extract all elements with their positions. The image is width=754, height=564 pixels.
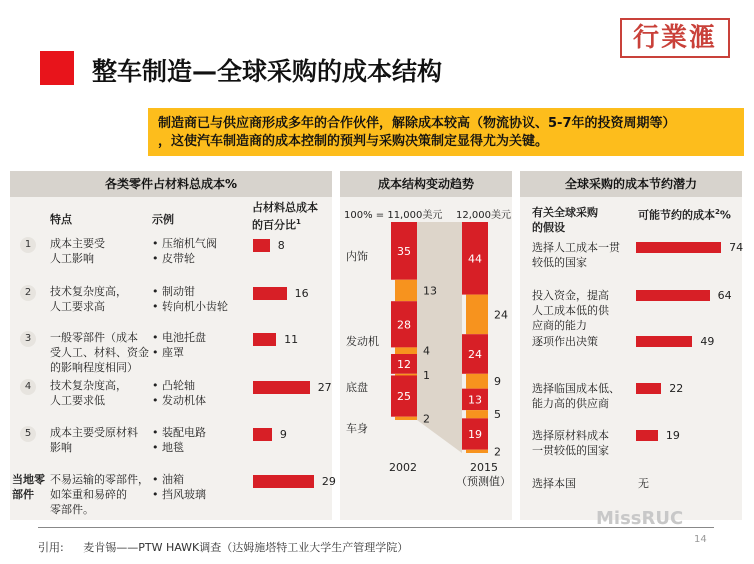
segment-label: 发动机 (346, 335, 379, 348)
assumption-line: 人工成本低的供 (532, 304, 609, 317)
share-bar (253, 475, 314, 488)
stack-segment (395, 347, 417, 354)
segment-label: 车身 (346, 422, 368, 435)
row-number: 1 (20, 237, 36, 253)
stack-value-label: 13 (423, 284, 437, 298)
right-col2-line2: % (719, 208, 731, 222)
callout-line-1: 制造商已与供应商形成多年的合作伙伴，解除成本较高（物流协议、5-7年的投资周期等） (158, 116, 676, 131)
assumption-line: 能力高的供应商 (532, 397, 609, 410)
row-examples (152, 472, 206, 502)
assumption-line: 选择人工成本一贯 (532, 241, 620, 254)
row-feature-line: 人工要求高 (50, 300, 105, 313)
row-example-item: • 座罩 (152, 346, 184, 359)
row-feature-line: 零部件。 (50, 503, 94, 516)
row-feature-line: 技术复杂度高， (50, 379, 127, 392)
row-examples (152, 284, 228, 314)
row-feature (50, 472, 149, 517)
row-feature-line: 成本主要受原材料 (50, 426, 138, 439)
share-value: 11 (284, 333, 299, 346)
saving-value: 49 (700, 335, 715, 348)
assumption-label (532, 240, 620, 270)
row-examples (152, 378, 206, 408)
stack-value-label: 24 (494, 308, 508, 322)
row-example-item: • 油箱 (152, 473, 184, 486)
row-number-line: 当地零 (12, 473, 45, 486)
saving-value: 74 (729, 241, 744, 254)
assumption-line: 一贯较低的国家 (532, 444, 609, 457)
row-feature-line: 人工影响 (50, 252, 94, 265)
stack-value-label: 2 (423, 412, 430, 426)
right-panel-header: 全球采购的成本节约潜力 (520, 171, 742, 197)
segment-label: 内饰 (346, 250, 368, 263)
assumption-line: 较低的国家 (532, 256, 587, 269)
col1-total-label: 100% = 11,000美元 (344, 210, 443, 221)
title-accent-square (40, 51, 74, 85)
assumption-line: 应商的能力 (532, 319, 587, 332)
saving-value: 19 (665, 429, 680, 442)
x-label-2015: 2015 (470, 461, 498, 474)
stack-value-label: 24 (468, 348, 482, 361)
row-example-item: • 装配电路 (152, 426, 206, 439)
source-label: 引用: (38, 541, 64, 554)
row-example-item: • 转向机小齿轮 (152, 300, 228, 313)
right-col1-line2: 的假设 (532, 221, 565, 234)
assumption-label (532, 476, 576, 491)
right-col1-line1: 有关全球采购 (532, 206, 598, 219)
row-feature (50, 236, 105, 266)
stack-value-label: 19 (468, 428, 482, 442)
saving-bar (636, 336, 692, 347)
source-line (38, 539, 408, 555)
stack-value-label: 28 (397, 318, 411, 332)
saving-bar (636, 290, 710, 301)
stack-value-label: 13 (468, 393, 482, 407)
saving-none: 无 (638, 477, 649, 490)
saving-value: 22 (669, 382, 684, 395)
row-feature (50, 378, 127, 408)
stack-segment (395, 280, 417, 301)
row-example-item: • 皮带轮 (152, 252, 195, 265)
footnote-2: 2 (715, 208, 720, 216)
saving-bar (636, 430, 658, 441)
x-label-2002: 2002 (389, 461, 417, 474)
right-col2-header (638, 205, 731, 223)
assumption-label (532, 381, 620, 411)
row-example-item: • 挡风玻璃 (152, 488, 206, 501)
segment-label: 底盘 (346, 381, 368, 394)
row-examples (152, 425, 206, 455)
row-feature-line: 受人工、材料、资金 (50, 346, 149, 359)
row-number: 2 (20, 285, 36, 301)
assumption-line: 选择原材料成本 (532, 429, 609, 442)
stack-value-label: 5 (494, 408, 501, 422)
col-share-line1: 占材料总成本 (252, 201, 318, 214)
assumption-line: 选择本国 (532, 477, 576, 490)
row-example-item: • 电池托盘 (152, 331, 206, 344)
stack-value-label: 12 (397, 357, 411, 371)
watermark: MissRUC (596, 508, 684, 529)
row-example-item: • 压缩机气阀 (152, 237, 217, 250)
left-panel-header: 各类零件占材料总成本% (10, 171, 332, 197)
stack-segment (395, 417, 417, 420)
row-example-item: • 制动钳 (152, 285, 195, 298)
row-number: 5 (20, 426, 36, 442)
row-number: 3 (20, 331, 36, 347)
row-examples (152, 236, 217, 266)
middle-panel-header: 成本结构变动趋势 (340, 171, 512, 197)
share-bar (253, 287, 287, 300)
row-feature-line: 人工要求低 (50, 394, 105, 407)
saving-bar (636, 242, 721, 253)
brand-logo (620, 18, 730, 58)
assumption-label (532, 428, 609, 458)
stack-value-label: 9 (494, 375, 501, 389)
row-feature (50, 425, 138, 455)
saving-value: 64 (717, 289, 732, 302)
row-feature-line: 如笨重和易碎的 (50, 488, 127, 501)
share-value: 8 (277, 239, 285, 252)
share-value: 9 (279, 428, 287, 441)
row-example-item: • 凸轮轴 (152, 379, 195, 392)
row-example-item: • 地毯 (152, 441, 184, 454)
row-feature (50, 330, 149, 375)
row-number: 4 (20, 379, 36, 395)
callout-box (148, 108, 744, 156)
share-bar (253, 333, 276, 346)
assumption-line: 投入资金，提高 (532, 289, 609, 302)
assumption-line: 选择临国成本低、 (532, 382, 620, 395)
page-number: 14 (694, 534, 707, 545)
share-bar (253, 239, 270, 252)
stack-segment (466, 374, 488, 389)
row-feature-line: 技术复杂度高， (50, 285, 127, 298)
row-feature-line: 成本主要受 (50, 237, 105, 250)
stack-value-label: 44 (468, 252, 482, 266)
stack-value-label: 2 (494, 445, 501, 459)
assumption-label (532, 288, 609, 333)
row-number-local (12, 472, 45, 502)
right-col2-line1: 可能节约的成本 (638, 208, 715, 222)
share-value: 29 (321, 475, 336, 488)
col-share-line2: 的百分比 (252, 218, 296, 232)
share-bar (253, 381, 310, 394)
assumption-label (532, 334, 598, 349)
share-value: 27 (317, 381, 332, 394)
stack-value-label: 4 (423, 344, 430, 358)
stack-segment (466, 295, 488, 335)
right-col1-header (532, 205, 598, 235)
assumption-line: 逐项作出决策 (532, 335, 598, 348)
page-title: 整车制造—全球采购的成本结构 (92, 57, 443, 86)
stack-segment (466, 450, 488, 453)
row-feature-line: 影响 (50, 441, 72, 454)
row-feature (50, 284, 127, 314)
stack-value-label: 25 (397, 390, 411, 404)
stack-value-label: 1 (423, 368, 430, 382)
stack-value-label: 35 (397, 244, 411, 258)
share-value: 16 (294, 287, 309, 300)
row-feature-line: 不易运输的零部件， (50, 473, 149, 486)
stack-segment (466, 410, 488, 418)
source-text: 麦肯锡——PTW HAWK调查（达姆施塔特工业大学生产管理学院） (83, 541, 409, 554)
saving-bar (636, 383, 661, 394)
row-example-item: • 发动机体 (152, 394, 206, 407)
row-feature-line: 一般零部件（成本 (50, 331, 138, 344)
footnote-1: 1 (296, 218, 301, 226)
row-number-line: 部件 (12, 488, 34, 501)
col-example-label: 示例 (152, 213, 174, 226)
logo-text: 行業滙 (632, 23, 717, 53)
callout-line-2: ，这使汽车制造商的成本控制的预判与采购决策制定显得尤为关键。 (158, 134, 549, 149)
row-examples (152, 330, 206, 360)
col-share-label (252, 200, 318, 233)
col2-total-label: 12,000美元 (456, 210, 511, 221)
share-bar (253, 428, 272, 441)
col-feature-label: 特点 (50, 213, 72, 226)
x-sublabel-forecast: （预测值） (456, 475, 511, 488)
row-feature-line: 的影响程度相同） (50, 361, 138, 374)
